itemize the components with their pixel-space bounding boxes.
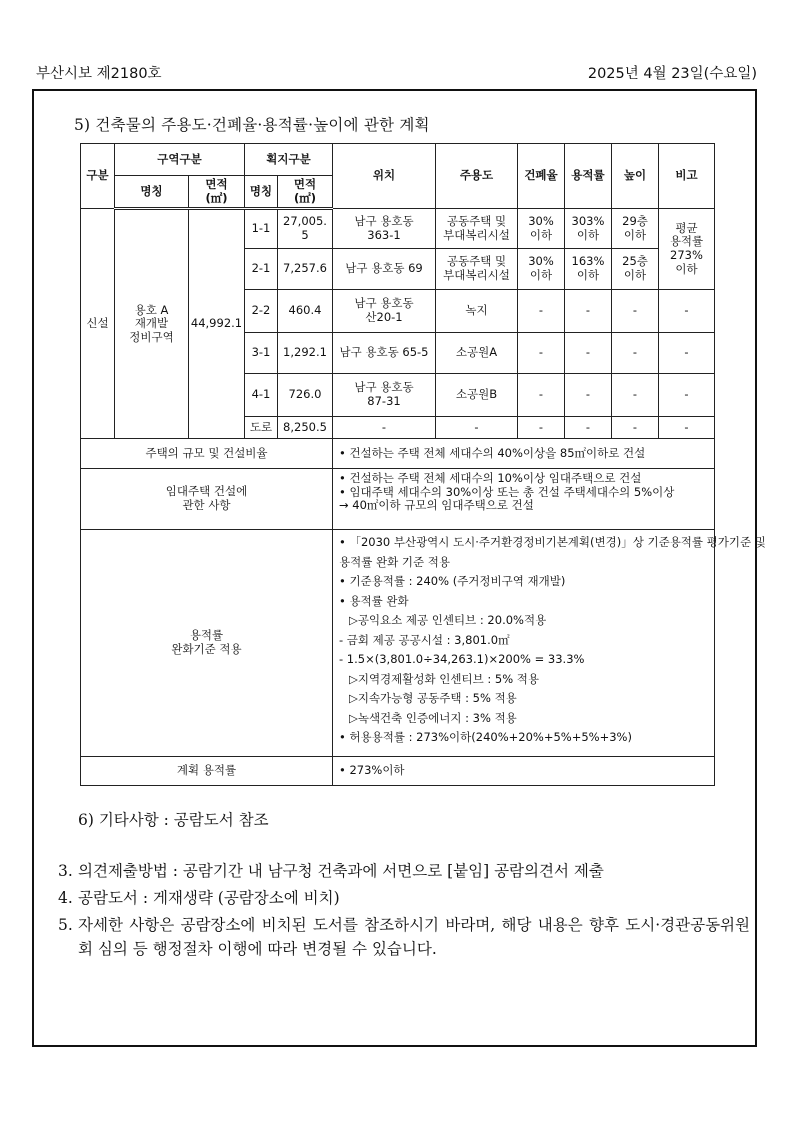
header-main-use: 주용도 bbox=[436, 144, 518, 209]
rental-row bbox=[81, 469, 715, 530]
height-cell: - bbox=[612, 333, 659, 374]
lot-area-cell: 7,257.6 bbox=[278, 249, 333, 290]
building-plan-table bbox=[80, 143, 766, 786]
item-text: 공람도서 : 게재생략 (공람장소에 비치) bbox=[78, 889, 340, 907]
use-cell: 공동주택 및 부대복리시설 bbox=[436, 209, 518, 249]
lot-cell: 도로 bbox=[245, 417, 278, 439]
lot-cell: 2-2 bbox=[245, 290, 278, 333]
header-lot-area: 면적 (㎡) bbox=[278, 176, 333, 209]
use-cell: 소공원B bbox=[436, 374, 518, 417]
lot-cell: 4-1 bbox=[245, 374, 278, 417]
use-cell: 공동주택 및 부대복리시설 bbox=[436, 249, 518, 290]
height-cell: 25층 이하 bbox=[612, 249, 659, 290]
location-cell: 남구 용호동 69 bbox=[333, 249, 436, 290]
header-zone: 구역구분 bbox=[115, 144, 245, 176]
far-relief-line: - 1.5×(3,801.0÷34,263.1)×200% = 33.3% bbox=[339, 652, 585, 666]
bcr-cell: 30% 이하 bbox=[518, 209, 565, 249]
height-cell: 29층 이하 bbox=[612, 209, 659, 249]
housing-scale-text: • 건설하는 주택 전체 세대수의 40%이상을 85㎡이하로 건설 bbox=[333, 439, 715, 469]
bcr-cell: - bbox=[518, 333, 565, 374]
header-location: 위치 bbox=[333, 144, 436, 209]
remarks-merged-cell: 평균 용적률 273% 이하 bbox=[659, 209, 715, 290]
list-item bbox=[58, 886, 750, 910]
location-cell: 남구 용호동 87-31 bbox=[333, 374, 436, 417]
far-relief-line: • 용적률 완화 bbox=[339, 593, 409, 608]
far-relief-line: 용적률 완화 기준 적용 bbox=[339, 554, 450, 569]
item-number: 3. bbox=[58, 862, 73, 880]
use-cell: 소공원A bbox=[436, 333, 518, 374]
gazette-issue: 부산시보 제2180호 bbox=[36, 66, 162, 82]
header-height: 높이 bbox=[612, 144, 659, 209]
lot-area-cell: 1,292.1 bbox=[278, 333, 333, 374]
list-item bbox=[58, 859, 750, 883]
zone-area-cell: 44,992.1 bbox=[189, 209, 245, 439]
header-zone-area: 면적 (㎡) bbox=[189, 176, 245, 209]
far-relief-row bbox=[81, 530, 715, 757]
planned-far-row bbox=[81, 757, 715, 786]
lot-cell: 3-1 bbox=[245, 333, 278, 374]
header-far: 용적률 bbox=[565, 144, 612, 209]
publish-date: 2025년 4월 23일(수요일) bbox=[587, 66, 757, 82]
planned-far-label: 계획 용적률 bbox=[81, 757, 333, 786]
lot-cell: 2-1 bbox=[245, 249, 278, 290]
location-cell: 남구 용호동 65-5 bbox=[333, 333, 436, 374]
rental-line: • 건설하는 주택 전체 세대수의 10%이상 임대주택으로 건설 bbox=[339, 471, 642, 485]
table-row bbox=[81, 209, 715, 249]
far-relief-line: - 금회 제공 공공시설 : 3,801.0㎡ bbox=[339, 632, 510, 647]
category-cell: 신설 bbox=[81, 209, 115, 439]
height-cell: - bbox=[612, 374, 659, 417]
lot-area-cell: 8,250.5 bbox=[278, 417, 333, 439]
lot-area-cell: 726.0 bbox=[278, 374, 333, 417]
far-cell: - bbox=[565, 290, 612, 333]
far-relief-line: • 기준용적률 : 240% (주거정비구역 재개발) bbox=[339, 574, 566, 588]
far-relief-line: ▷공익요소 제공 인센티브 : 20.0%적용 bbox=[349, 613, 547, 627]
bcr-cell: - bbox=[518, 374, 565, 417]
far-relief-line: ▷녹색건축 인증에너지 : 3% 적용 bbox=[349, 710, 517, 725]
item-number: 5. bbox=[58, 916, 73, 934]
bcr-cell: 30% 이하 bbox=[518, 249, 565, 290]
lot-cell: 1-1 bbox=[245, 209, 278, 249]
rental-line: → 40㎡이하 규모의 임대주택으로 건설 bbox=[339, 498, 534, 513]
item-number: 4. bbox=[58, 889, 73, 907]
lot-area-cell: 460.4 bbox=[278, 290, 333, 333]
far-relief-line: ▷지역경제활성화 인센티브 : 5% 적용 bbox=[349, 671, 539, 686]
far-relief-line: • 허용용적률 : 273%이하(240%+20%+5%+5%+3%) bbox=[339, 730, 632, 744]
far-cell: - bbox=[565, 333, 612, 374]
notice-items bbox=[58, 859, 750, 964]
list-item bbox=[58, 913, 750, 961]
use-cell: 녹지 bbox=[436, 290, 518, 333]
page-header bbox=[36, 62, 757, 82]
location-cell: 남구 용호동 산20-1 bbox=[333, 290, 436, 333]
far-relief-line: • 「2030 부산광역시 도시·주거환경정비기본계획(변경)」상 기준용적률 평가기준 및 bbox=[339, 535, 766, 549]
far-cell: 303% 이하 bbox=[565, 209, 612, 249]
far-relief-line: ▷지속가능형 공동주택 : 5% 적용 bbox=[349, 691, 517, 705]
lot-area-cell: 27,005. 5 bbox=[278, 209, 333, 249]
use-cell: - bbox=[436, 417, 518, 439]
remarks-cell: - bbox=[659, 290, 715, 333]
height-cell: - bbox=[612, 417, 659, 439]
rental-line: • 임대주택 세대수의 30%이상 또는 총 건설 주택세대수의 5%이상 bbox=[339, 484, 675, 499]
rental-label: 임대주택 건설에 관한 사항 bbox=[81, 469, 333, 530]
remarks-cell: - bbox=[659, 333, 715, 374]
far-relief-text bbox=[333, 530, 766, 757]
rental-text bbox=[333, 469, 715, 530]
section-5-title: 5) 건축물의 주용도·건폐율·용적률·높이에 관한 계획 bbox=[74, 116, 430, 134]
far-relief-label: 용적률 완화기준 적용 bbox=[81, 530, 333, 757]
far-cell: 163% 이하 bbox=[565, 249, 612, 290]
location-cell: - bbox=[333, 417, 436, 439]
bcr-cell: - bbox=[518, 417, 565, 439]
zone-name-cell: 용호 A 재개발 정비구역 bbox=[115, 209, 189, 439]
height-cell: - bbox=[612, 290, 659, 333]
header-remarks: 비고 bbox=[659, 144, 715, 209]
item-text: 자세한 사항은 공람장소에 비치된 도서를 참조하시기 바라며, 해당 내용은 향후 도시·경관공동위원회 심의 등 행정절차 이행에 따라 변경될 수 있습니다. bbox=[78, 916, 750, 958]
location-cell: 남구 용호동 363-1 bbox=[333, 209, 436, 249]
header-zone-name: 명칭 bbox=[115, 176, 189, 209]
housing-scale-label: 주택의 규모 및 건설비율 bbox=[81, 439, 333, 469]
header-lot-name: 명칭 bbox=[245, 176, 278, 209]
header-gubun: 구분 bbox=[81, 144, 115, 209]
far-cell: - bbox=[565, 417, 612, 439]
section-6-title: 6) 기타사항 : 공람도서 참조 bbox=[78, 811, 269, 829]
header-bcr: 건폐율 bbox=[518, 144, 565, 209]
remarks-cell: - bbox=[659, 417, 715, 439]
far-cell: - bbox=[565, 374, 612, 417]
remarks-cell: - bbox=[659, 374, 715, 417]
planned-far-text: • 273%이하 bbox=[333, 757, 715, 786]
bcr-cell: - bbox=[518, 290, 565, 333]
housing-scale-row bbox=[81, 439, 715, 469]
header-lot: 획지구분 bbox=[245, 144, 333, 176]
item-text: 의견제출방법 : 공람기간 내 남구청 건축과에 서면으로 [붙임] 공람의견서 제출 bbox=[78, 862, 604, 880]
